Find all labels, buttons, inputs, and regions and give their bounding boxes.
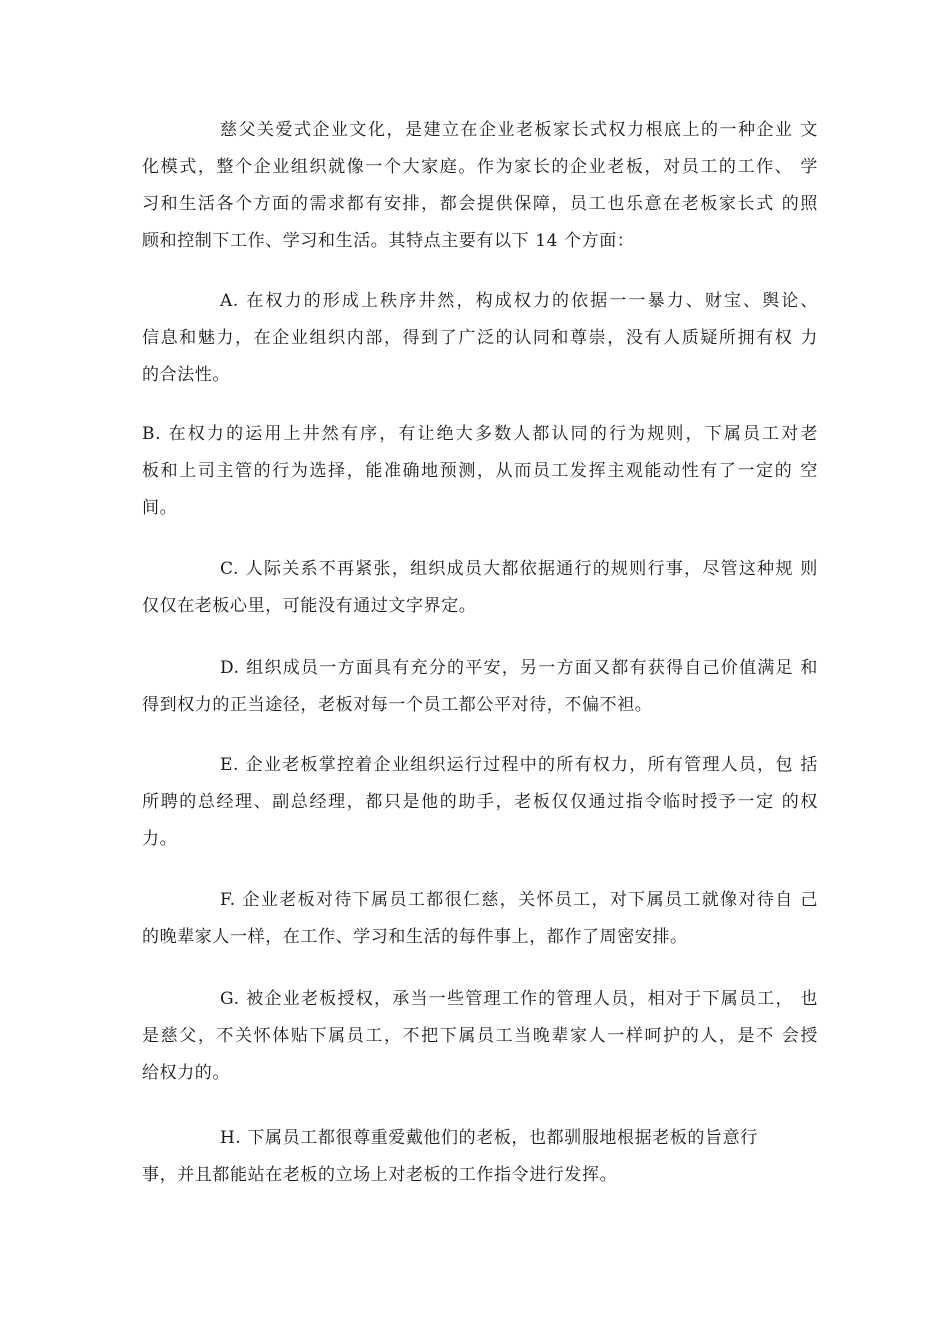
paragraph-line: A. 在权力的形成上秩序井然，构成权力的依据一一暴力、财宝、舆论、: [220, 291, 818, 311]
paragraph-c: [142, 551, 818, 625]
paragraph-line: H. 下属员工都很尊重爱戴他们的老板，也都驯服地根据老板的旨意行: [220, 1128, 758, 1148]
paragraph-line: 得到权力的正当途径，老板对每一个员工都公平对待，不偏不袒。: [142, 695, 653, 715]
paragraph-line: 板和上司主管的行为选择，能准确地预测，从而员工发挥主观能动性有了一定的 空: [142, 461, 818, 481]
paragraph-h: [142, 1120, 818, 1194]
paragraph-line: B. 在权力的运用上井然有序，有让绝大多数人都认同的行为规则，下属员工对老: [142, 424, 818, 444]
paragraph-f: [142, 882, 818, 956]
paragraph-line: 的合法性。: [142, 365, 230, 385]
paragraph-d: [142, 650, 818, 724]
paragraph-line: 间。: [142, 498, 178, 518]
paragraph-line: 事，并且都能站在老板的立场上对老板的工作指令进行发挥。: [142, 1165, 618, 1185]
paragraph-g: [142, 981, 818, 1092]
paragraph-line: F. 企业老板对待下属员工都很仁慈，关怀员工，对下属员工就像对待自 己: [220, 890, 818, 910]
paragraph-line: 信息和魅力，在企业组织内部，得到了广泛的认同和尊崇，没有人质疑所拥有权 力: [142, 328, 818, 348]
paragraph-line: 是慈父，不关怀体贴下属员工，不把下属员工当晚辈家人一样呵护的人，是不 会授: [142, 1026, 818, 1046]
paragraph-line: G. 被企业老板授权，承当一些管理工作的管理人员，相对于下属员工， 也: [220, 989, 818, 1009]
paragraph-line: 力。: [142, 829, 178, 849]
paragraph-line: 顾和控制下工作、学习和生活。其特点主要有以下 14 个方面：: [142, 231, 635, 251]
paragraph-intro: [142, 112, 818, 260]
paragraph-a: [142, 283, 818, 394]
paragraph-e: [142, 747, 818, 858]
paragraph-line: 化模式，整个企业组织就像一个大家庭。作为家长的企业老板，对员工的工作、 学: [142, 157, 818, 177]
paragraph-line: C. 人际关系不再紧张，组织成员大都依据通行的规则行事，尽管这种规 则: [220, 559, 818, 579]
paragraph-b: [142, 416, 818, 527]
paragraph-line: D. 组织成员一方面具有充分的平安，另一方面又都有获得自己价值满足 和: [220, 658, 818, 678]
paragraph-line: 所聘的总经理、副总经理，都只是他的助手，老板仅仅通过指令临时授予一定 的权: [142, 792, 818, 812]
paragraph-line: E. 企业老板掌控着企业组织运行过程中的所有权力，所有管理人员，包 括: [220, 755, 818, 775]
paragraph-line: 给权力的。: [142, 1063, 230, 1083]
paragraph-line: 的晚辈家人一样，在工作、学习和生活的每件事上，都作了周密安排。: [142, 927, 688, 947]
paragraph-line: 习和生活各个方面的需求都有安排，都会提供保障，员工也乐意在老板家长式 的照: [142, 194, 818, 214]
paragraph-line: 仅仅在老板心里，可能没有通过文字界定。: [142, 596, 477, 616]
paragraph-line: 慈父关爱式企业文化，是建立在企业老板家长式权力根底上的一种企业 文: [220, 120, 818, 140]
